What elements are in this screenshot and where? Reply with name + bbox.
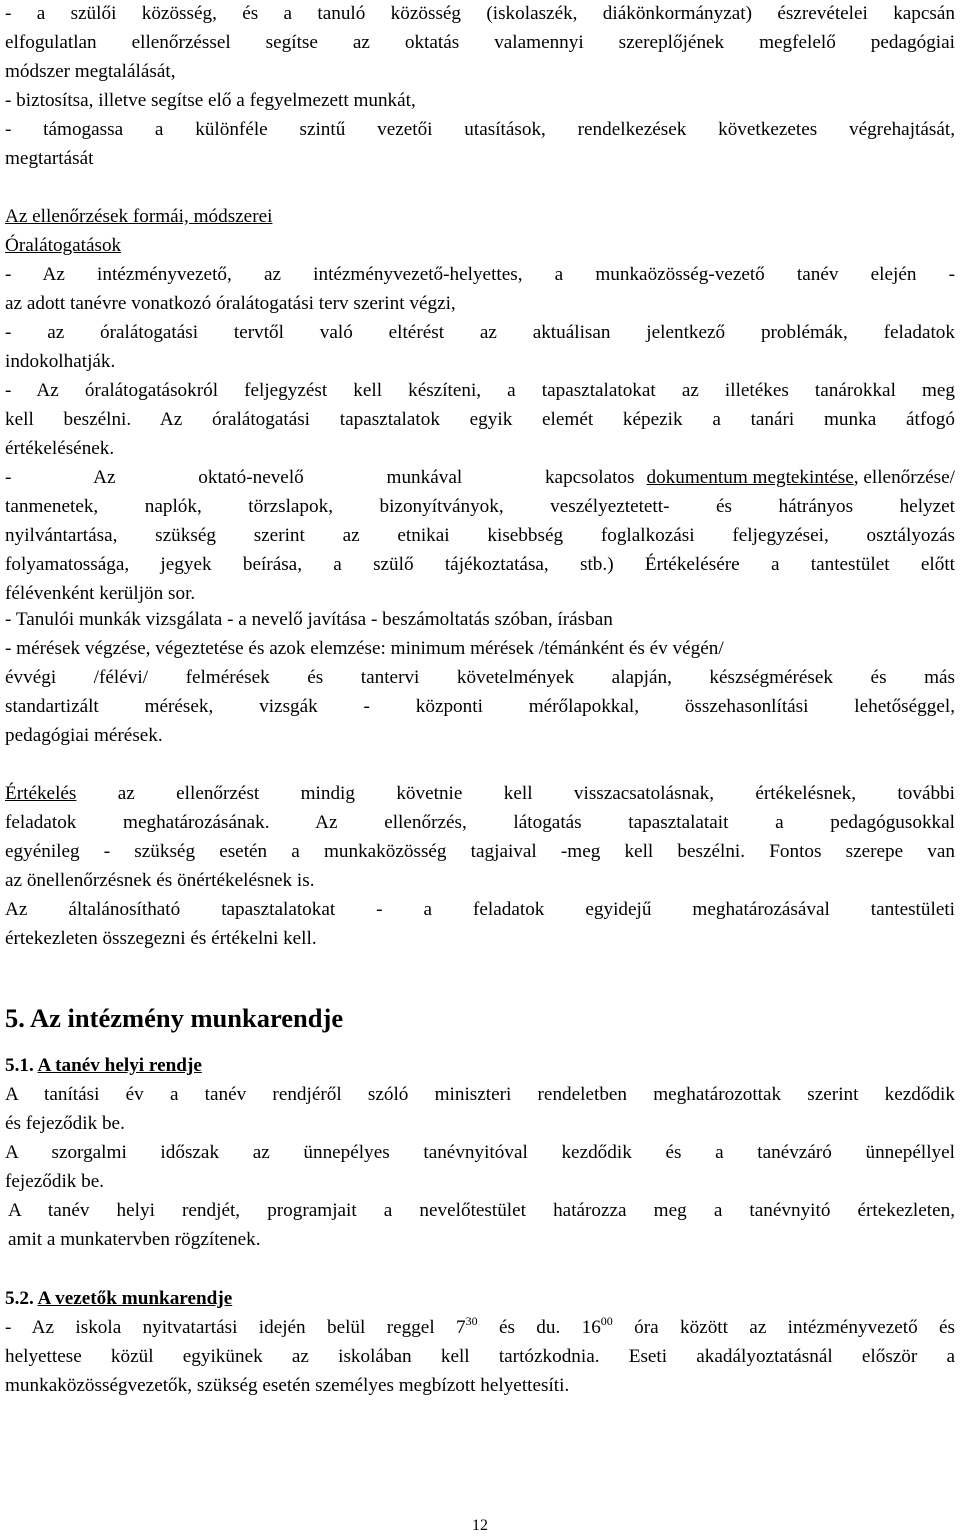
text-span: , ellenőrzése/ [853, 467, 955, 488]
text-line [5, 1316, 955, 1339]
text-line: standartizált mérések, vizsgák - központi mérőlapokkal, összehasonlítási lehetőséggel, [5, 696, 955, 717]
text-span: - Az iskola nyitvatartási idején belül reggel 7 [5, 1317, 466, 1338]
text-line: megtartását [5, 148, 94, 169]
text-line: fejeződik be. [5, 1171, 105, 1192]
section-heading: Az ellenőrzések formái, módszerei [5, 206, 273, 227]
section-title: A tanév helyi rendje [37, 1055, 202, 1076]
text-line: - Az intézményvezető, az intézményvezető-helyettes, a munkaözösség-vezető tanév elején - [5, 264, 955, 285]
text-line: az adott tanévre vonatkozó óralátogatási terv szerint végzi, [5, 293, 456, 314]
chapter-heading: 5. Az intézmény munkarendje [5, 1003, 344, 1033]
section-heading [5, 1054, 202, 1077]
text-line: pedagógiai mérések. [5, 725, 163, 746]
text-line: és fejeződik be. [5, 1113, 125, 1134]
text-span: óra között az intézményvezető és [612, 1317, 955, 1338]
underlined-term: dokumentum megtekintése [646, 467, 854, 488]
text-line: A tanítási év a tanév rendjéről szóló miniszteri rendeletben meghatározottak szerint kezdődik [5, 1084, 955, 1105]
page-number: 12 [472, 1517, 488, 1534]
text-line: Az általánosítható tapasztalatokat - a feladatok egyidejű meghatározásával tantestületi [5, 899, 955, 920]
section-number: 5.1. [5, 1055, 38, 1076]
superscript: 30 [465, 1314, 478, 1328]
text-line: kell beszélni. Az óralátogatási tapasztalatok egyik elemét képezik a tanári munka átfogó [5, 409, 955, 430]
text-line: - a szülői közösség, és a tanuló közösség (iskolaszék, diákönkormányzat) észrevételei kapcsán [5, 3, 955, 24]
text-line: az önellenőrzésnek és önértékelésnek is. [5, 870, 315, 891]
text-line [5, 782, 955, 805]
text-line: indokolhatják. [5, 351, 116, 372]
text-line: - az óralátogatási tervtől való eltérést az aktuálisan jelentkező problémák, feladatok [5, 322, 955, 343]
text-line: tanmenetek, naplók, törzslapok, bizonyítványok, veszélyeztetett- és hátrányos helyzet [5, 496, 955, 517]
text-line: A szorgalmi időszak az ünnepélyes tanévnyitóval kezdődik és a tanévzáró ünnepéllyel [5, 1142, 955, 1163]
text-span: az ellenőrzést mindig követnie kell visszacsatolásnak, értékelésnek, további [76, 783, 955, 804]
section-heading [5, 1287, 232, 1310]
text-line: - biztosítsa, illetve segítse elő a fegyelmezett munkát, [5, 90, 416, 111]
text-line: munkaközösségvezetők, szükség esetén személyes megbízott helyettesíti. [5, 1375, 570, 1396]
text-line: helyettese közül egyikünek az iskolában kell tartózkodnia. Eseti akadályoztatásnál először a [5, 1346, 955, 1367]
text-line: - Tanulói munkák vizsgálata - a nevelő javítása - beszámoltatás szóban, írásban [5, 609, 613, 630]
text-line [5, 466, 955, 489]
text-line: évvégi /félévi/ felmérések és tantervi követelmények alapján, készségmérések és más [5, 667, 955, 688]
text-span: - Az oktató-nevelő munkával kapcsolatos [5, 467, 635, 488]
underlined-term: Értékelés [5, 783, 77, 804]
text-line: elfogulatlan ellenőrzéssel segítse az oktatás valamennyi szereplőjének megfelelő pedagógiai [5, 32, 955, 53]
text-line: feladatok meghatározásának. Az ellenőrzés, látogatás tapasztalatait a pedagógusokkal [5, 812, 955, 833]
section-title: A vezetők munkarendje [37, 1288, 233, 1309]
superscript: 00 [600, 1314, 613, 1328]
section-number: 5.2. [5, 1288, 38, 1309]
text-line: A tanév helyi rendjét, programjait a nevelőtestület határozza meg a tanévnyitó értekezleten, [8, 1200, 955, 1221]
text-line: - mérések végzése, végeztetése és azok elemzése: minimum mérések /témánként és év végén/ [5, 638, 724, 659]
text-line: egyénileg - szükség esetén a munkaközösség tagjaival -meg kell beszélni. Fontos szerepe van [5, 841, 955, 862]
text-line: - támogassa a különféle szintű vezetői utasítások, rendelkezések következetes végrehajtását, [5, 119, 955, 140]
text-line: értekezleten összegezni és értékelni kell. [5, 928, 317, 949]
text-line: amit a munkatervben rögzítenek. [8, 1229, 261, 1250]
text-line: módszer megtalálását, [5, 61, 176, 82]
text-line: folyamatossága, jegyek beírása, a szülő tájékoztatása, stb.) Értékelésére a tantestület előtt [5, 554, 955, 575]
text-line: - Az óralátogatásokról feljegyzést kell készíteni, a tapasztalatokat az illetékes tanárokkal meg [5, 380, 955, 401]
text-line: nyilvántartása, szükség szerint az etnikai kisebbség foglalkozási feljegyzései, osztályozás [5, 525, 955, 546]
text-line: félévenként kerüljön sor. [5, 583, 196, 604]
subsection-heading: Óralátogatások [5, 235, 122, 256]
text-line: értékelésének. [5, 438, 115, 459]
text-span: és du. 16 [477, 1317, 601, 1338]
